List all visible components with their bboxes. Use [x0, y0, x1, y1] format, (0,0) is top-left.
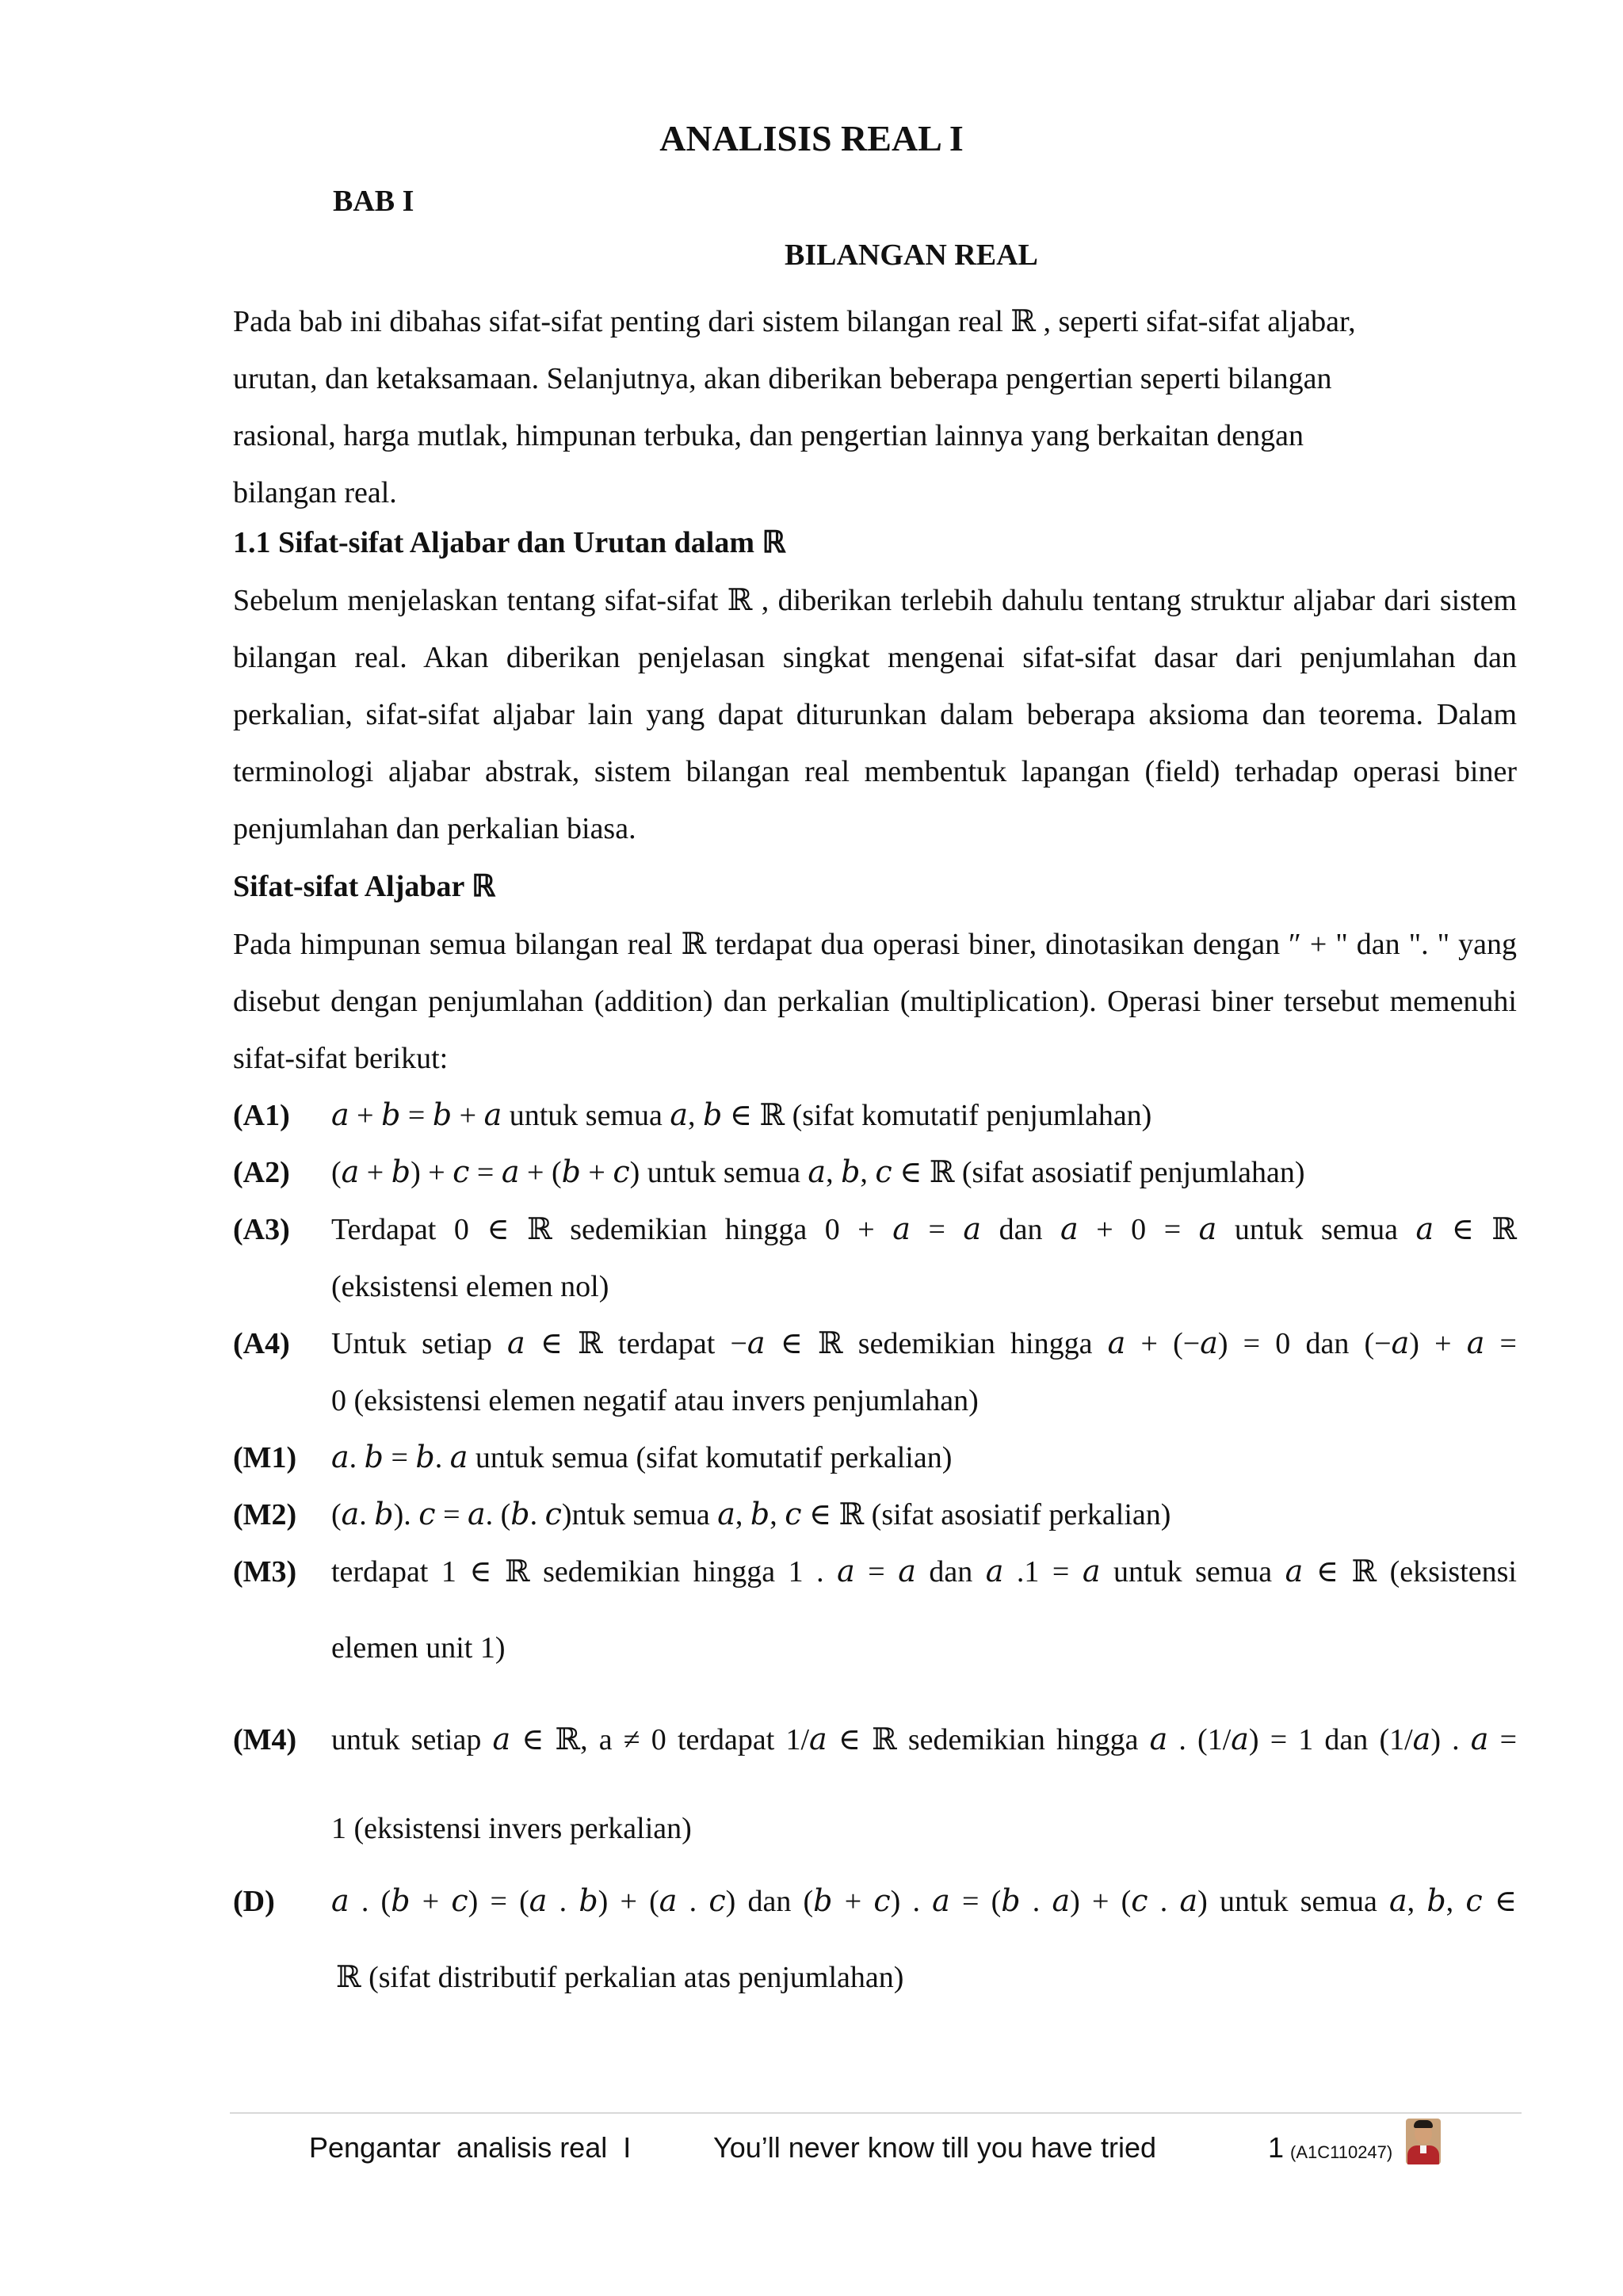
intro-line: urutan, dan ketaksamaan. Selanjutnya, akan diberikan beberapa pengertian seperti bilangan [233, 362, 1332, 395]
axiom-text [331, 1201, 1517, 1315]
author-photo-icon [1406, 2119, 1441, 2164]
axiom-label: (M4) [233, 1723, 297, 1756]
footer-left-text: Pengantar analisis real I [309, 2131, 632, 2164]
document-title: ANALISIS REAL I [659, 118, 964, 158]
axiom-line: Terdapat 0 ∈ ℝ sedemikian hingga 0 + 𝑎 = 𝑎 dan 𝑎 + 0 = 𝑎 untuk semua 𝑎 ∈ ℝ [331, 1213, 1517, 1246]
axiom-label: (M1) [233, 1441, 297, 1474]
subsection-heading: Sifat-sifat Aljabar ℝ [233, 870, 496, 903]
chapter-title: BILANGAN REAL [785, 238, 1038, 272]
axiom-label: (A2) [233, 1156, 290, 1189]
intro-paragraph [233, 293, 1517, 521]
axiom-text: 𝑎 + 𝑏 = 𝑏 + 𝑎 untuk semua 𝑎, 𝑏 ∈ ℝ (sifat komutatif penjumlahan) [331, 1099, 1152, 1132]
section-heading: 1.1 Sifat-sifat Aljabar dan Urutan dalam ℝ [233, 526, 786, 559]
footer-id: (A1C110247) [1290, 2142, 1393, 2162]
intro-line: Pada bab ini dibahas sifat-sifat penting dari sistem bilangan real ℝ , seperti sifat-sifat aljabar, [233, 305, 1356, 338]
axiom-line: terdapat 1 ∈ ℝ sedemikian hingga 1 . 𝑎 = 𝑎 dan 𝑎 .1 = 𝑎 untuk semua 𝑎 ∈ ℝ (eksistensi [331, 1555, 1517, 1589]
footer-divider [230, 2112, 1522, 2114]
axiom-line: untuk setiap 𝑎 ∈ ℝ, a ≠ 0 terdapat 1/𝑎 ∈ ℝ sedemikian hingga 𝑎 . (1/𝑎) = 1 dan (1/𝑎) . 𝑎 = [331, 1723, 1517, 1756]
axiom-line: 0 (eksistensi elemen negatif atau invers penjumlahan) [331, 1384, 979, 1417]
axiom-text [331, 1315, 1517, 1429]
subsection-paragraph: Pada himpunan semua bilangan real ℝ terdapat dua operasi biner, dinotasikan dengan ″ + " dan ". " yang disebut dengan penjumlahan (addition) dan perkalian (multiplication). Operasi biner tersebut memenuhi sifat-sifat berikut: [233, 928, 1517, 1075]
axiom-text [331, 1711, 1517, 1857]
axiom-text: (𝑎. 𝑏). 𝑐 = 𝑎. (𝑏. 𝑐)ntuk semua 𝑎, 𝑏, 𝑐 ∈ ℝ (sifat asosiatif perkalian) [331, 1498, 1171, 1531]
intro-line: rasional, harga mutlak, himpunan terbuka, dan pengertian lainnya yang berkaitan dengan [233, 419, 1304, 452]
axiom-line: Untuk setiap 𝑎 ∈ ℝ terdapat −𝑎 ∈ ℝ sedemikian hingga 𝑎 + (−𝑎) = 0 dan (−𝑎) + 𝑎 = [331, 1327, 1517, 1360]
chapter-label: BAB I [333, 185, 414, 218]
axiom-label: (A3) [233, 1213, 290, 1246]
axiom-line: 1 (eksistensi invers perkalian) [331, 1812, 692, 1845]
axiom-label: (M2) [233, 1498, 297, 1531]
axiom-text: (𝑎 + 𝑏) + 𝑐 = 𝑎 + (𝑏 + 𝑐) untuk semua 𝑎, 𝑏, 𝑐 ∈ ℝ (sifat asosiatif penjumlahan) [331, 1156, 1305, 1189]
axiom-line: ℝ (sifat distributif perkalian atas penjumlahan) [336, 1961, 904, 1994]
intro-line: bilangan real. [233, 476, 397, 509]
axiom-label: (A1) [233, 1099, 290, 1132]
axiom-text [331, 1543, 1517, 1676]
axiom-text: 𝑎. 𝑏 = 𝑏. 𝑎 untuk semua (sifat komutatif perkalian) [331, 1441, 953, 1474]
axiom-line: (eksistensi elemen nol) [331, 1270, 609, 1303]
axiom-label: (D) [233, 1885, 275, 1918]
footer-page-number: 1 [1268, 2131, 1285, 2164]
section-paragraph: Sebelum menjelaskan tentang sifat-sifat ℝ , diberikan terlebih dahulu tentang struktur aljabar dari sistem bilangan real. Akan diberikan penjelasan singkat mengenai sifat-sifat dasar dari penjumlahan dan perkalian, sifat-sifat aljabar lain yang dapat diturunkan dalam beberapa aksioma dan teorema. Dalam terminologi aljabar abstrak, sistem bilangan real membentuk lapangan (field) terhadap operasi biner penjumlahan dan perkalian biasa. [233, 584, 1517, 845]
footer-middle-text: You’ll never know till you have tried [713, 2131, 1156, 2164]
axiom-line: 𝑎 . (𝑏 + 𝑐) = (𝑎 . 𝑏) + (𝑎 . 𝑐) dan (𝑏 + 𝑐) . 𝑎 = (𝑏 . 𝑎) + (𝑐 . 𝑎) untuk semua 𝑎, 𝑏, 𝑐 ∈ [331, 1885, 1517, 1918]
axiom-label: (A4) [233, 1327, 290, 1360]
axiom-text [331, 1873, 1517, 2006]
axiom-label: (M3) [233, 1555, 297, 1589]
axiom-line: elemen unit 1) [331, 1631, 506, 1665]
